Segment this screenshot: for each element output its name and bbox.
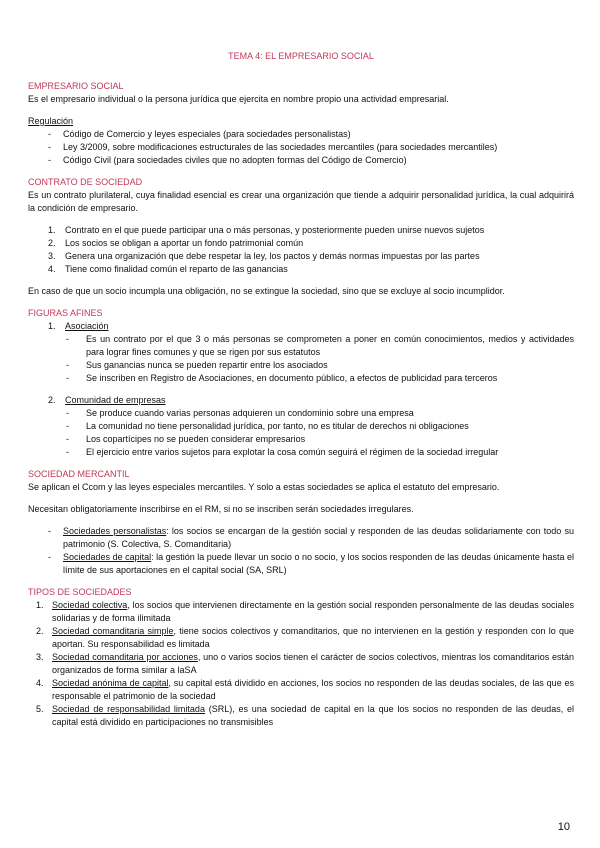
list-regulacion bbox=[28, 128, 574, 167]
paragraph-mercantil-2: Necesitan obligatoriamente inscribirse en el RM, si no se inscriben serán sociedades irregulares. bbox=[28, 504, 414, 514]
list-item: - Sociedades personalistas: los socios se encargan de la gestión social y responden de las deudas solidariamente con todo su patrimonio (S. Colectiva, S. Comanditaria) bbox=[28, 525, 574, 551]
paragraph-contrato-definition: Es un contrato plurilateral, cuya finalidad esencial es crear una organización que tiende a adquirir personalidad jurídica, la cual adquirirá la condición de empresario. bbox=[28, 190, 574, 213]
list-item: - Sus ganancias nunca se pueden repartir entre los asociados bbox=[28, 359, 574, 372]
list-item: 1. Contrato en el que puede participar una o más personas, y posteriormente pueden unirse nuevos sujetos bbox=[48, 225, 485, 235]
list-asociacion bbox=[28, 333, 574, 385]
list-comunidad bbox=[28, 407, 574, 459]
list-figuras bbox=[28, 320, 574, 333]
document-page bbox=[28, 50, 574, 729]
heading-empresario-social: EMPRESARIO SOCIAL bbox=[28, 81, 124, 91]
list-contrato bbox=[28, 224, 574, 276]
list-item: 3. Genera una organización que debe respetar la ley, los pactos y demás normas impuestas por las partes bbox=[48, 251, 480, 261]
heading-tipos-sociedades: TIPOS DE SOCIEDADES bbox=[28, 587, 132, 597]
list-item: 5. Sociedad de responsabilidad limitada (SRL), es una sociedad de capital en la que los socios no responden de las deudas, el capital está dividido en participaciones no transmisibles bbox=[36, 704, 574, 727]
list-item: 4. Sociedad anónima de capital, su capital está dividido en acciones, los socios no responden de las deudas sociales, de las que es responsable el patrimonio de la sociedad bbox=[36, 678, 574, 701]
list-tipos bbox=[28, 599, 574, 729]
list-item: 3. Sociedad comanditaria por acciones, uno o varios socios tienen el carácter de socios colectivos, mientras los comanditarios están organizados de forma similar a laSA bbox=[36, 652, 574, 675]
list-item: 2. Los socios se obligan a aportar un fondo patrimonial común bbox=[48, 238, 304, 248]
list-item: 4. Tiene como finalidad común el reparto de las ganancias bbox=[48, 264, 288, 274]
page-number: 10 bbox=[557, 821, 570, 833]
heading-figuras-afines: FIGURAS AFINES bbox=[28, 308, 103, 318]
list-figuras-2 bbox=[28, 394, 574, 407]
list-item: - Sociedades de capital: la gestión la puede llevar un socio o no socio, y los socios responden de las deudas únicamente hasta el límite de sus aportaciones en el capital social (SA, SRL) bbox=[28, 551, 574, 577]
list-item: - Los copartícipes no se pueden considerar empresarios bbox=[28, 433, 574, 446]
heading-sociedad-mercantil: SOCIEDAD MERCANTIL bbox=[28, 469, 130, 479]
list-item-comunidad: 2. Comunidad de empresas bbox=[48, 395, 166, 405]
list-item: 1. Sociedad colectiva, los socios que intervienen directamente en la gestión social responden personalmente de las deudas sociales solidarias y de forma ilimitada bbox=[36, 600, 574, 623]
list-item: - Ley 3/2009, sobre modificaciones estructurales de las sociedades mercantiles (para sociedades mercantiles) bbox=[28, 141, 574, 154]
list-item: - Se inscriben en Registro de Asociaciones, en documento público, a efectos de publicidad para terceros bbox=[28, 372, 574, 385]
list-item-asociacion: 1. Asociación bbox=[48, 321, 109, 331]
list-item: - El ejercicio entre varios sujetos para explotar la cosa común seguirá el régimen de la sociedad irregular bbox=[28, 446, 574, 459]
list-item: - Código Civil (para sociedades civiles que no adopten formas del Código de Comercio) bbox=[28, 154, 574, 167]
paragraph-contrato-note: En caso de que un socio incumpla una obligación, no se extingue la sociedad, sino que se excluye al socio incumplidor. bbox=[28, 286, 505, 296]
page-title: TEMA 4: EL EMPRESARIO SOCIAL bbox=[228, 51, 374, 61]
list-item: 2. Sociedad comanditaria simple, tiene socios colectivos y comanditarios, que no intervienen en la gestión y responden con lo que aportan. Su responsabilidad es limitada bbox=[36, 626, 574, 649]
heading-regulacion: Regulación bbox=[28, 116, 74, 126]
heading-contrato-sociedad: CONTRATO DE SOCIEDAD bbox=[28, 177, 143, 187]
list-mercantil bbox=[28, 525, 574, 577]
list-item: - Código de Comercio y leyes especiales (para sociedades personalistas) bbox=[28, 128, 574, 141]
paragraph-mercantil-1: Se aplican el Ccom y las leyes especiales mercantiles. Y solo a estas sociedades se aplica el estatuto del empresario. bbox=[28, 482, 500, 492]
list-item: - La comunidad no tiene personalidad jurídica, por tanto, no es titular de derechos ni obligaciones bbox=[28, 420, 574, 433]
list-item: - Se produce cuando varias personas adquieren un condominio sobre una empresa bbox=[28, 407, 574, 420]
list-item: - Es un contrato por el que 3 o más personas se comprometen a poner en común conocimientos, medios y actividades para lograr fines comunes y que se rigen por sus estatutos bbox=[28, 333, 574, 359]
paragraph-empresario-definition: Es el empresario individual o la persona jurídica que ejercita en nombre propio una actividad empresarial. bbox=[28, 94, 449, 104]
